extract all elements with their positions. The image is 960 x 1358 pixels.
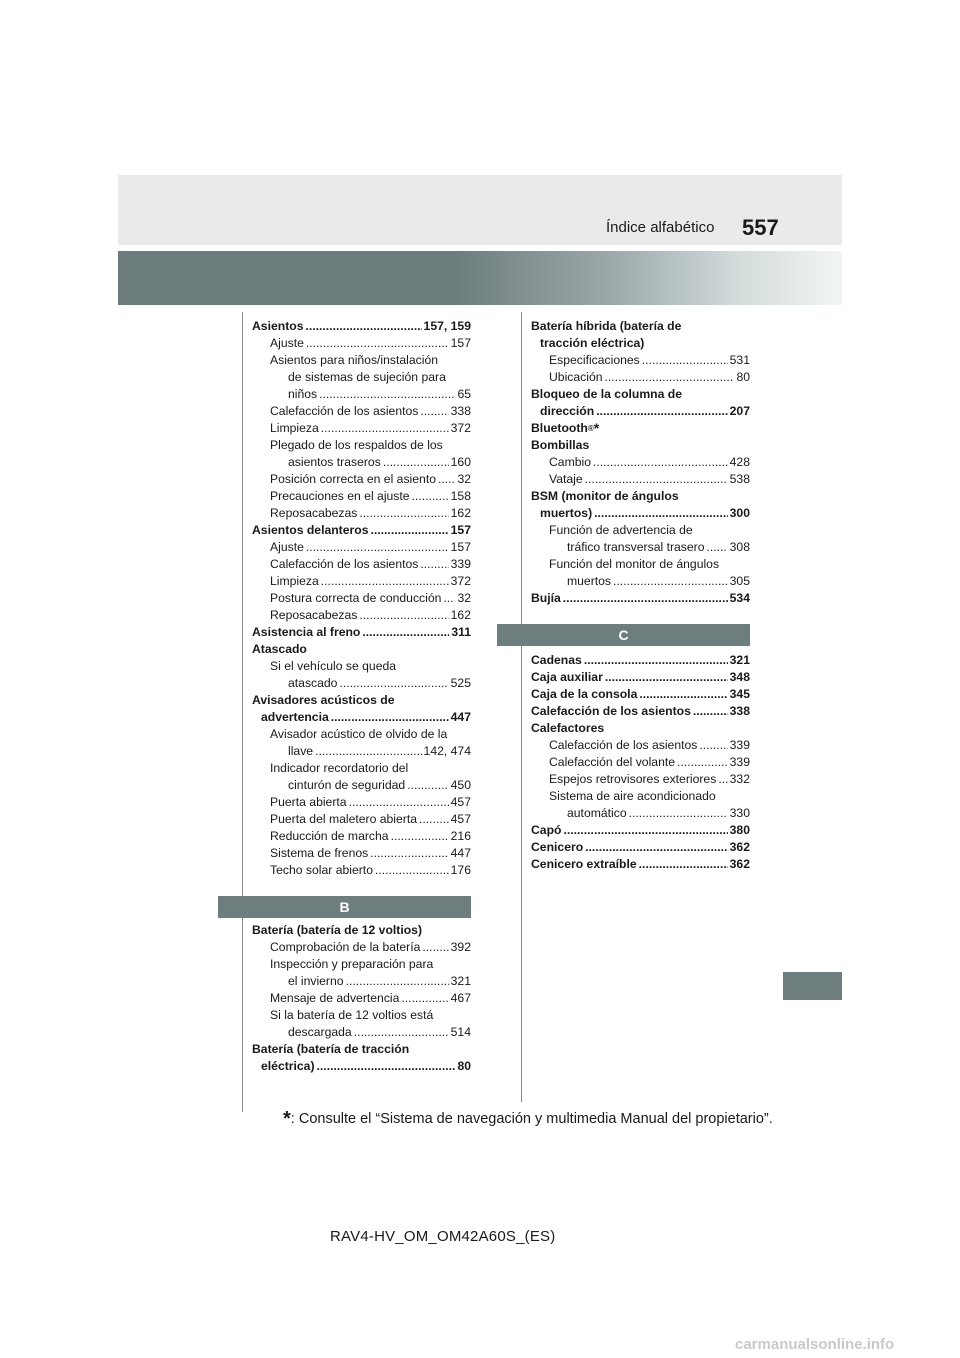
entry-text: Sistema de aire acondicionado <box>549 789 716 803</box>
page-ref: 338 <box>729 704 750 718</box>
index-entry <box>252 641 471 658</box>
entry-text: Techo solar abierto <box>270 863 373 877</box>
section-title: Índice alfabético <box>606 219 715 236</box>
dot-leader <box>563 822 727 839</box>
page-ref: 362 <box>729 840 750 854</box>
page-ref: 65 <box>457 387 471 401</box>
entry-text: eléctrica) <box>261 1059 315 1073</box>
page-ref: 321 <box>729 653 750 667</box>
entry-text: Atascado <box>252 642 307 656</box>
entry-text: Inspección y preparación para <box>270 957 434 971</box>
entry-text: Capó <box>531 823 562 837</box>
page-ref: 338 <box>450 404 471 418</box>
entry-text: muertos <box>567 574 612 588</box>
index-entry <box>531 652 750 669</box>
index-entry <box>252 922 471 939</box>
left-entries-a <box>252 318 471 879</box>
page-ref: 447 <box>450 710 471 724</box>
dot-leader <box>391 828 449 845</box>
entry-text: Bluetooth <box>531 421 588 435</box>
index-subentry <box>252 539 471 556</box>
page-ref: 321 <box>450 974 471 988</box>
dot-leader <box>677 754 728 771</box>
dot-leader <box>315 743 421 760</box>
dot-leader <box>359 505 448 522</box>
entry-text: Puerta del maletero abierta <box>270 812 418 826</box>
index-entry <box>531 822 750 839</box>
thumb-index-tab <box>783 972 842 1000</box>
index-entry <box>531 839 750 856</box>
entry-text: Cadenas <box>531 653 582 667</box>
page-ref: 157 <box>450 540 471 554</box>
entry-text: Caja auxiliar <box>531 670 603 684</box>
section-header-b: B <box>218 896 471 918</box>
entry-text: Vataje <box>549 472 583 486</box>
dot-leader <box>346 973 449 990</box>
page-ref: 467 <box>450 991 471 1005</box>
asterisk-mark: * <box>593 420 600 436</box>
entry-text: Asistencia al freno <box>252 625 361 639</box>
entry-text: Batería híbrida (batería de <box>531 319 682 333</box>
page-ref: 80 <box>457 1059 471 1073</box>
index-subentry <box>531 771 750 788</box>
entry-text: Asientos <box>252 319 304 333</box>
dot-leader <box>605 669 728 686</box>
entry-text: Calefacción de los asientos <box>549 738 698 752</box>
entry-text: tracción eléctrica) <box>540 336 645 350</box>
entry-text: llave <box>288 744 314 758</box>
index-subentry <box>252 811 471 828</box>
center-column-rule <box>521 312 522 1102</box>
dot-leader <box>321 573 449 590</box>
index-subentry <box>252 488 471 505</box>
page-ref: 531 <box>729 353 750 367</box>
index-subentry <box>252 794 471 811</box>
entry-text: Ubicación <box>549 370 603 384</box>
left-column-rule <box>242 312 243 1112</box>
entry-text: dirección <box>540 404 595 418</box>
entry-text: el invierno <box>288 974 344 988</box>
page-ref: 428 <box>729 455 750 469</box>
dot-leader <box>349 794 449 811</box>
entry-text: atascado <box>288 676 338 690</box>
entry-text: Bloqueo de la columna de <box>531 387 683 401</box>
dot-leader <box>306 335 449 352</box>
entry-text: Cambio <box>549 455 591 469</box>
dot-leader <box>594 505 728 522</box>
registered-mark: ® <box>587 424 594 433</box>
entry-text: Caja de la consola <box>531 687 638 701</box>
index-subentry <box>252 420 471 437</box>
dot-leader <box>362 624 449 641</box>
page-ref: 160 <box>450 455 471 469</box>
dot-leader <box>639 856 728 873</box>
index-entry <box>531 669 750 686</box>
dot-leader <box>375 862 449 879</box>
entry-text: Limpieza <box>270 421 319 435</box>
page-ref: 157, 159 <box>423 319 471 333</box>
index-subentry <box>531 556 750 590</box>
entry-text: Plegado de los respaldos de los <box>270 438 443 452</box>
dot-leader <box>422 939 448 956</box>
page-ref: 538 <box>729 472 750 486</box>
index-subentry <box>531 522 750 556</box>
entry-text: Cenicero extraíble <box>531 857 637 871</box>
index-subentry <box>531 471 750 488</box>
dot-leader <box>412 488 449 505</box>
dot-leader <box>420 556 448 573</box>
dot-leader <box>584 652 728 669</box>
entry-text: Reposacabezas <box>270 608 358 622</box>
page-ref: 308 <box>729 540 750 554</box>
index-subentry <box>531 369 750 386</box>
index-entry <box>531 720 750 737</box>
page-ref: 380 <box>729 823 750 837</box>
index-subentry <box>531 737 750 754</box>
entry-text: Precauciones en el ajuste <box>270 489 410 503</box>
entry-text: Si la batería de 12 voltios está <box>270 1008 434 1022</box>
index-subentry <box>531 754 750 771</box>
entry-text: Ajuste <box>270 336 304 350</box>
entry-text: Función de advertencia de <box>549 523 693 537</box>
page-ref: 32 <box>457 472 471 486</box>
page-ref: 447 <box>450 846 471 860</box>
dot-leader <box>319 386 455 403</box>
index-entry <box>252 1041 471 1075</box>
watermark: carmanualsonline.info <box>735 1336 895 1353</box>
dot-leader <box>354 1024 449 1041</box>
left-entries-b <box>252 922 471 1075</box>
dot-leader <box>596 403 727 420</box>
entry-text: Especificaciones <box>549 353 640 367</box>
entry-text: descargada <box>288 1025 352 1039</box>
page-ref: 176 <box>450 863 471 877</box>
index-entry <box>252 522 471 539</box>
page-ref: 80 <box>736 370 750 384</box>
index-subentry <box>252 437 471 471</box>
index-subentry <box>252 352 471 403</box>
dot-leader <box>370 845 448 862</box>
entry-text: Función del monitor de ángulos <box>549 557 720 571</box>
index-subentry <box>252 726 471 760</box>
index-subentry <box>252 607 471 624</box>
index-subentry <box>252 956 471 990</box>
page-ref: 162 <box>450 506 471 520</box>
dot-leader <box>693 703 728 720</box>
index-subentry <box>252 990 471 1007</box>
dot-leader <box>707 539 728 556</box>
page-number: 557 <box>742 215 779 240</box>
index-subentry <box>531 454 750 471</box>
page-ref: 339 <box>729 755 750 769</box>
footnote-text: : Consulte el “Sistema de navegación y multimedia Manual del propietario”. <box>290 1111 773 1127</box>
entry-text: Postura correcta de conducción <box>270 591 442 605</box>
entry-text: Asientos para niños/instalación <box>270 353 439 367</box>
page-ref: 345 <box>729 687 750 701</box>
entry-text: Limpieza <box>270 574 319 588</box>
right-entries-c <box>531 652 750 873</box>
page-ref: 339 <box>729 738 750 752</box>
dot-leader <box>331 709 449 726</box>
entry-text: niños <box>288 387 318 401</box>
entry-text: Ajuste <box>270 540 304 554</box>
entry-text: Bujía <box>531 591 561 605</box>
dot-leader <box>321 420 449 437</box>
index-subentry <box>252 505 471 522</box>
page-ref: 457 <box>450 795 471 809</box>
dot-leader <box>718 771 727 788</box>
index-subentry <box>252 403 471 420</box>
entry-text: Calefacción del volante <box>549 755 676 769</box>
header-band <box>118 251 842 305</box>
entry-text: de sistemas de sujeción para <box>288 370 446 384</box>
entry-text: Asientos delanteros <box>252 523 369 537</box>
page-ref: 207 <box>729 404 750 418</box>
entry-text: cinturón de seguridad <box>288 778 406 792</box>
dot-leader <box>419 811 449 828</box>
dot-leader <box>407 777 448 794</box>
dot-leader <box>383 454 449 471</box>
dot-leader <box>585 839 728 856</box>
header-background <box>118 175 842 245</box>
index-subentry <box>531 352 750 369</box>
entry-text: Calefacción de los asientos <box>531 704 691 718</box>
index-entry <box>531 318 750 352</box>
entry-text: Calefacción de los asientos <box>270 557 419 571</box>
entry-text: advertencia <box>261 710 329 724</box>
entry-text: muertos) <box>540 506 593 520</box>
index-entry <box>252 692 471 726</box>
page-ref: 362 <box>729 857 750 871</box>
page-ref: 162 <box>450 608 471 622</box>
index-entry <box>531 590 750 607</box>
dot-leader <box>420 403 448 420</box>
entry-text: Batería (batería de 12 voltios) <box>252 923 423 937</box>
entry-text: Mensaje de advertencia <box>270 991 400 1005</box>
footnote <box>283 1108 773 1131</box>
index-subentry <box>252 760 471 794</box>
entry-text: Indicador recordatorio del <box>270 761 409 775</box>
footnote-marker: * <box>283 1108 291 1130</box>
page-ref: 339 <box>450 557 471 571</box>
page-ref: 157 <box>450 523 471 537</box>
dot-leader <box>629 805 728 822</box>
index-entry <box>531 703 750 720</box>
entry-text: Calefactores <box>531 721 605 735</box>
dot-leader <box>305 318 421 335</box>
entry-text: Espejos retrovisores exteriores <box>549 772 717 786</box>
index-subentry <box>252 590 471 607</box>
page-ref: 457 <box>450 812 471 826</box>
dot-leader <box>563 590 728 607</box>
dot-leader <box>359 607 448 624</box>
dot-leader <box>613 573 728 590</box>
left-column <box>252 318 471 879</box>
index-entry <box>252 624 471 641</box>
entry-text: Avisador acústico de olvido de la <box>270 727 448 741</box>
entry-text: Reposacabezas <box>270 506 358 520</box>
page-ref: 216 <box>450 829 471 843</box>
entry-text: tráfico transversal trasero <box>567 540 705 554</box>
dot-leader <box>443 590 455 607</box>
index-subentry <box>252 845 471 862</box>
dot-leader <box>438 471 455 488</box>
page-ref: 450 <box>450 778 471 792</box>
index-entry <box>531 437 750 454</box>
index-entry <box>531 420 750 437</box>
index-entry <box>531 856 750 873</box>
page-ref: 348 <box>729 670 750 684</box>
page-ref: 157 <box>450 336 471 350</box>
dot-leader <box>605 369 735 386</box>
page-ref: 525 <box>450 676 471 690</box>
left-column-b <box>252 922 471 1075</box>
index-subentry <box>252 556 471 573</box>
dot-leader <box>639 686 727 703</box>
page-ref: 534 <box>729 591 750 605</box>
right-column-c <box>531 652 750 873</box>
page-ref: 158 <box>450 489 471 503</box>
dot-leader <box>317 1058 456 1075</box>
entry-text: Puerta abierta <box>270 795 347 809</box>
entry-text: Reducción de marcha <box>270 829 389 843</box>
page-ref: 372 <box>450 574 471 588</box>
entry-text: Comprobación de la batería <box>270 940 421 954</box>
index-subentry <box>252 862 471 879</box>
index-subentry <box>252 1007 471 1041</box>
entry-text: Calefacción de los asientos <box>270 404 419 418</box>
page-ref: 330 <box>729 806 750 820</box>
entry-text: Avisadores acústicos de <box>252 693 395 707</box>
index-subentry <box>252 658 471 692</box>
entry-text: asientos traseros <box>288 455 381 469</box>
section-header-c: C <box>497 624 750 646</box>
page-ref: 32 <box>457 591 471 605</box>
index-entry <box>531 386 750 420</box>
index-entry <box>531 488 750 522</box>
entry-text: automático <box>567 806 627 820</box>
entry-text: BSM (monitor de ángulos <box>531 489 679 503</box>
dot-leader <box>642 352 728 369</box>
page-ref: 514 <box>450 1025 471 1039</box>
page-ref: 300 <box>729 506 750 520</box>
index-subentry <box>252 939 471 956</box>
index-entry <box>531 686 750 703</box>
entry-text: Posición correcta en el asiento <box>270 472 436 486</box>
entry-text: Sistema de frenos <box>270 846 369 860</box>
page-ref: 392 <box>450 940 471 954</box>
index-subentry <box>252 335 471 352</box>
page-ref: 372 <box>450 421 471 435</box>
right-column <box>531 318 750 607</box>
index-subentry <box>252 471 471 488</box>
index-subentry <box>252 828 471 845</box>
page-ref: 142, 474 <box>423 744 471 758</box>
dot-leader <box>306 539 449 556</box>
index-subentry <box>252 573 471 590</box>
right-entries-b <box>531 318 750 607</box>
entry-text: Si el vehículo se queda <box>270 659 397 673</box>
dot-leader <box>339 675 448 692</box>
page-ref: 305 <box>729 574 750 588</box>
page-ref: 311 <box>451 625 471 639</box>
index-entry <box>252 318 471 335</box>
dot-leader <box>593 454 728 471</box>
dot-leader <box>699 737 727 754</box>
entry-text: Batería (batería de tracción <box>252 1042 410 1056</box>
page-ref: 332 <box>729 772 750 786</box>
document-code: RAV4-HV_OM_OM42A60S_(ES) <box>330 1228 556 1245</box>
dot-leader <box>585 471 728 488</box>
entry-text: Bombillas <box>531 438 590 452</box>
entry-text: Cenicero <box>531 840 584 854</box>
dot-leader <box>371 522 449 539</box>
index-subentry <box>531 788 750 822</box>
dot-leader <box>401 990 448 1007</box>
